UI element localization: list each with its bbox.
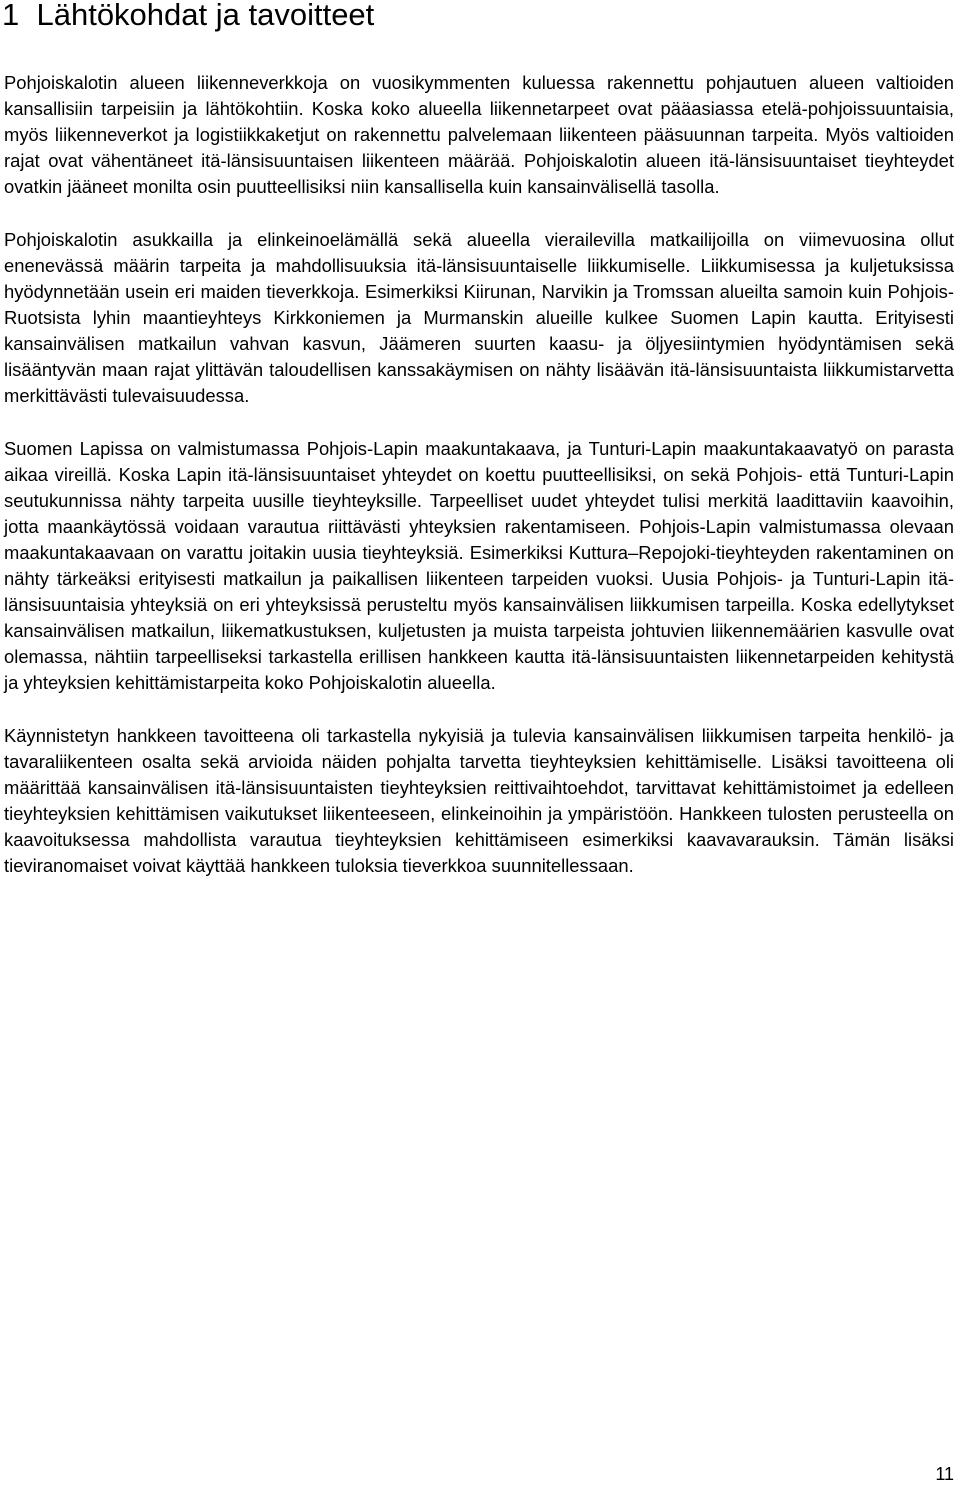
paragraph-4: Käynnistetyn hankkeen tavoitteena oli tarkastella nykyisiä ja tulevia kansainvälisen liikkumisen tarpeita henkilö- ja tavaraliikenteen osalta sekä arvioida näiden pohjalta tarvetta tieyhteyksien kehittämiselle. Lisäksi tavoitteena oli määrittää kansainvälisen itä-länsisuuntaisten tieyhteyksien reittivaihtoehdot, tarvittavat kehittämistoimet ja edelleen tieyhteyksien kehittämisen vaikutukset liikenteeseen, elinkeinoihin ja ympäristöön. Hankkeen tulosten perusteella on kaavoituksessa mahdollista varautua tieyhteyksien kehittämiseen esimerkiksi kaavavarauksin. Tämän lisäksi tieviranomaiset voivat käyttää hankkeen tuloksia tieverkkoa suunnitellessaan. <box>4 725 954 876</box>
paragraph-3: Suomen Lapissa on valmistumassa Pohjois-Lapin maakuntakaava, ja Tunturi-Lapin maakuntakaavatyö on parasta aikaa vireillä. Koska Lapin itä-länsisuuntaiset yhteydet on koettu puutteellisiksi, on sekä Pohjois- että Tunturi-Lapin seutukunnissa nähty tarpeita uusille tieyhteyksille. Tarpeelliset uudet yhteydet tulisi merkitä laadittaviin kaavoihin, jotta maankäytössä voidaan varautua riittävästi yhteyksien rakentamiseen. Pohjois-Lapin valmistumassa olevaan maakuntakaavaan on varattu joitakin uusia tieyhteyksiä. Esimerkiksi Kuttura–Repojoki-tieyhteyden rakentaminen on nähty tärkeäksi erityisesti matkailun ja paikallisen liikenteen tarpeiden vuoksi. Uusia Pohjois- ja Tunturi-Lapin itä-länsisuuntaisia yhteyksiä on eri yhteyksissä perusteltu myös kansainvälisen liikkumisen tarpeilla. Koska edellytykset kansainvälisen matkailun, liikematkustuksen, kuljetusten ja muista tarpeista johtuvien liikennemäärien kasvulle ovat olemassa, nähtiin tarpeelliseksi tarkastella erillisen hankkeen kautta itä-länsisuuntaisten liikennetarpeiden kehitystä ja yhteyksien kehittämistarpeita koko Pohjoiskalotin alueella. <box>4 438 954 693</box>
body-text <box>4 70 954 906</box>
paragraph-2: Pohjoiskalotin asukkailla ja elinkeinoelämällä sekä alueella vierailevilla matkailijoilla on viimevuosina ollut enenevässä määrin tarpeita ja mahdollisuuksia itä-länsisuuntaiselle liikkumiselle. Liikkumisessa ja kuljetuksissa hyödynnetään usein eri maiden tieverkkoja. Esimerkiksi Kiirunan, Narvikin ja Tromssan alueilta samoin kuin Pohjois-Ruotsista lyhin maantieyhteys Kirkkoniemen ja Murmanskin alueille kulkee Suomen Lapin kautta. Erityisesti kansainvälisen matkailun vahvan kasvun, Jäämeren suurten kaasu- ja öljyesiintymien hyödyntämisen sekä lisääntyvän maan rajat ylittävän taloudellisen kanssakäymisen on nähty lisäävän itä-länsisuuntaista liikkumistarvetta merkittävästi tulevaisuudessa. <box>4 229 954 406</box>
page-number: 11 <box>935 1464 954 1484</box>
chapter-number: 1 <box>2 0 20 32</box>
paragraph-1: Pohjoiskalotin alueen liikenneverkkoja on vuosikymmenten kuluessa rakennettu pohjautuen alueen valtioiden kansallisiin tarpeisiin ja lähtökohtiin. Koska koko alueella liikennetarpeet ovat pääasiassa etelä-pohjoissuuntaisia, myös liikenneverkot ja logistiikkaketjut on rakennettu palvelemaan liikenteen pääsuunnan tarpeita. Myös valtioiden rajat ovat vähentäneet itä-länsisuuntaisen liikenteen määrää. Pohjoiskalotin alueen itä-länsisuuntaiset tieyhteydet ovatkin jääneet monilta osin puutteellisiksi niin kansallisella kuin kansainvälisellä tasolla. <box>4 72 954 197</box>
chapter-heading <box>2 0 374 30</box>
chapter-title: Lähtökohdat ja tavoitteet <box>36 0 375 32</box>
